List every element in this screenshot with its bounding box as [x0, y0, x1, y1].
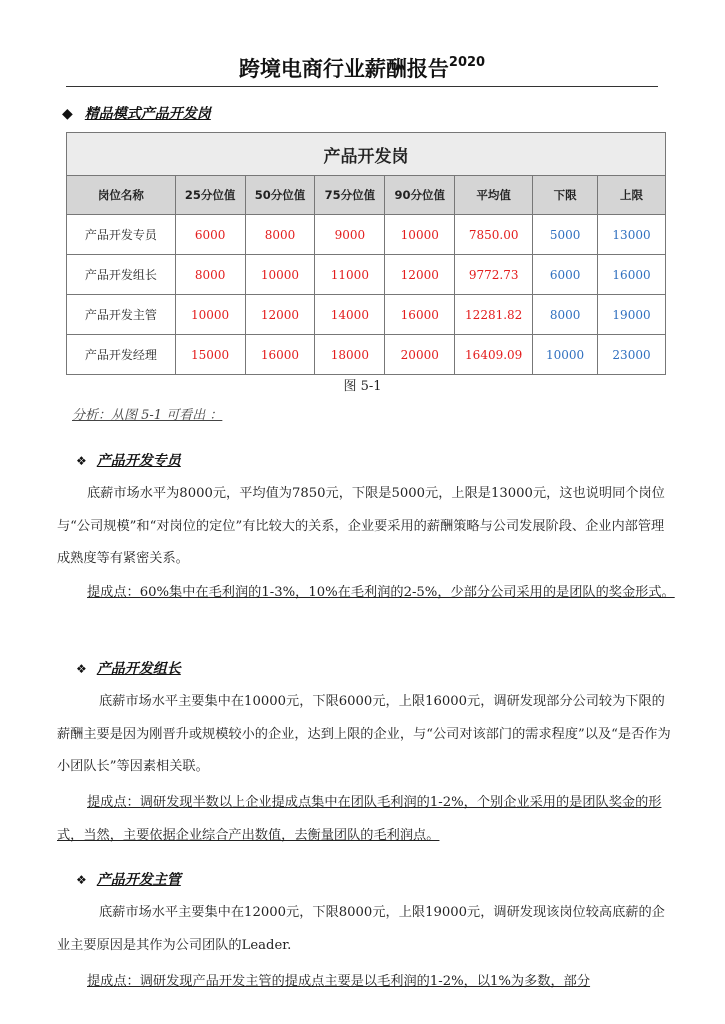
subsection-tips: 提成点：60%集中在毛利润的1-3%，10%在毛利润的2-5%，少部分公司采用的是团队的奖金形式。 [87, 585, 675, 600]
table-cell: 18000 [315, 335, 385, 375]
table-cell: 15000 [175, 335, 245, 375]
table-cell: 14000 [315, 295, 385, 335]
table-cell: 16000 [385, 295, 455, 335]
diamond-star-bullet-icon: ❖ [76, 873, 87, 887]
section-title: 精品模式产品开发岗 [84, 106, 211, 122]
table-cell: 6000 [533, 255, 598, 295]
column-header: 75分位值 [315, 176, 385, 215]
table-row [67, 255, 666, 295]
table-cell: 16409.09 [455, 335, 533, 375]
subsection-body: 底薪市场水平主要集中在10000元，下限6000元，上限16000元，调研发现部分公司较为下限的薪酬主要是因为刚晋升或规模较小的企业，达到上限的企业，与“公司对该部门的需求程度”以及“是否作为小团队长”等因素相关联。 [57, 694, 671, 774]
table-cell: 13000 [598, 215, 666, 255]
subsection-body: 底薪市场水平主要集中在12000元，下限8000元，上限19000元，调研发现该岗位较高底薪的企业主要原因是其作为公司团队的Leader. [57, 905, 665, 953]
table-title: 产品开发岗 [67, 133, 666, 176]
report-title-text: 跨境电商行业薪酬报告 [238, 57, 449, 81]
table-cell: 10000 [533, 335, 598, 375]
table-cell: 20000 [385, 335, 455, 375]
table-cell: 16000 [598, 255, 666, 295]
table-cell: 8000 [175, 255, 245, 295]
table-cell: 9000 [315, 215, 385, 255]
table-cell: 产品开发经理 [67, 335, 176, 375]
table-cell: 8000 [245, 215, 315, 255]
table-cell: 16000 [245, 335, 315, 375]
table-cell: 产品开发组长 [67, 255, 176, 295]
diamond-star-bullet-icon: ❖ [76, 454, 87, 468]
table-cell: 12000 [385, 255, 455, 295]
column-header: 下限 [533, 176, 598, 215]
table-cell: 23000 [598, 335, 666, 375]
table-cell: 11000 [315, 255, 385, 295]
table-cell: 产品开发主管 [67, 295, 176, 335]
subsection-title: 产品开发主管 [96, 872, 181, 888]
subsection-title: 产品开发专员 [96, 453, 181, 469]
table-cell: 12000 [245, 295, 315, 335]
analysis-intro: 分析：从图 5-1 可看出 ： [72, 408, 223, 423]
report-year: 2020 [448, 55, 486, 70]
table-row [67, 215, 666, 255]
subsection-tips: 提成点：调研发现产品开发主管的提成点主要是以毛利润的1-2%，以1%为多数，部分 [87, 974, 591, 989]
figure-caption: 图 5-1 [343, 379, 382, 394]
page-header [66, 44, 658, 87]
diamond-bullet-icon: ◆ [62, 106, 73, 122]
table-cell: 10000 [245, 255, 315, 295]
table-row [67, 335, 666, 375]
table-cell: 19000 [598, 295, 666, 335]
table-cell: 12281.82 [455, 295, 533, 335]
table-cell: 6000 [175, 215, 245, 255]
column-header: 岗位名称 [67, 176, 176, 215]
column-header: 50分位值 [245, 176, 315, 215]
subsection-heading-supervisor [76, 869, 181, 889]
table-cell: 9772.73 [455, 255, 533, 295]
section-heading [62, 103, 211, 123]
table-cell: 7850.00 [455, 215, 533, 255]
column-header: 25分位值 [175, 176, 245, 215]
table-header-row [67, 176, 666, 215]
table-cell: 8000 [533, 295, 598, 335]
column-header: 90分位值 [385, 176, 455, 215]
salary-table [66, 132, 666, 375]
column-header: 平均值 [455, 176, 533, 215]
table-cell: 产品开发专员 [67, 215, 176, 255]
subsection-title: 产品开发组长 [96, 661, 181, 677]
subsection-body: 底薪市场水平为8000元，平均值为7850元，下限是5000元，上限是13000元，这也说明同个岗位与“公司规模”和“对岗位的定位”有比较大的关系，企业要采用的薪酬策略与公司发展阶段、企业内部管理成熟度等有紧密关系。 [57, 486, 665, 566]
subsection-heading-team-lead [76, 658, 181, 678]
table-cell: 10000 [175, 295, 245, 335]
report-title [239, 57, 485, 81]
column-header: 上限 [598, 176, 666, 215]
subsection-tips: 提成点：调研发现半数以上企业提成点集中在团队毛利润的1-2%，个别企业采用的是团队奖金的形式，当然，主要依据企业综合产出数值，去衡量团队的毛利润点。 [57, 795, 662, 843]
table-row [67, 295, 666, 335]
subsection-heading-specialist [76, 450, 181, 470]
table-cell: 10000 [385, 215, 455, 255]
diamond-star-bullet-icon: ❖ [76, 662, 87, 676]
table-cell: 5000 [533, 215, 598, 255]
